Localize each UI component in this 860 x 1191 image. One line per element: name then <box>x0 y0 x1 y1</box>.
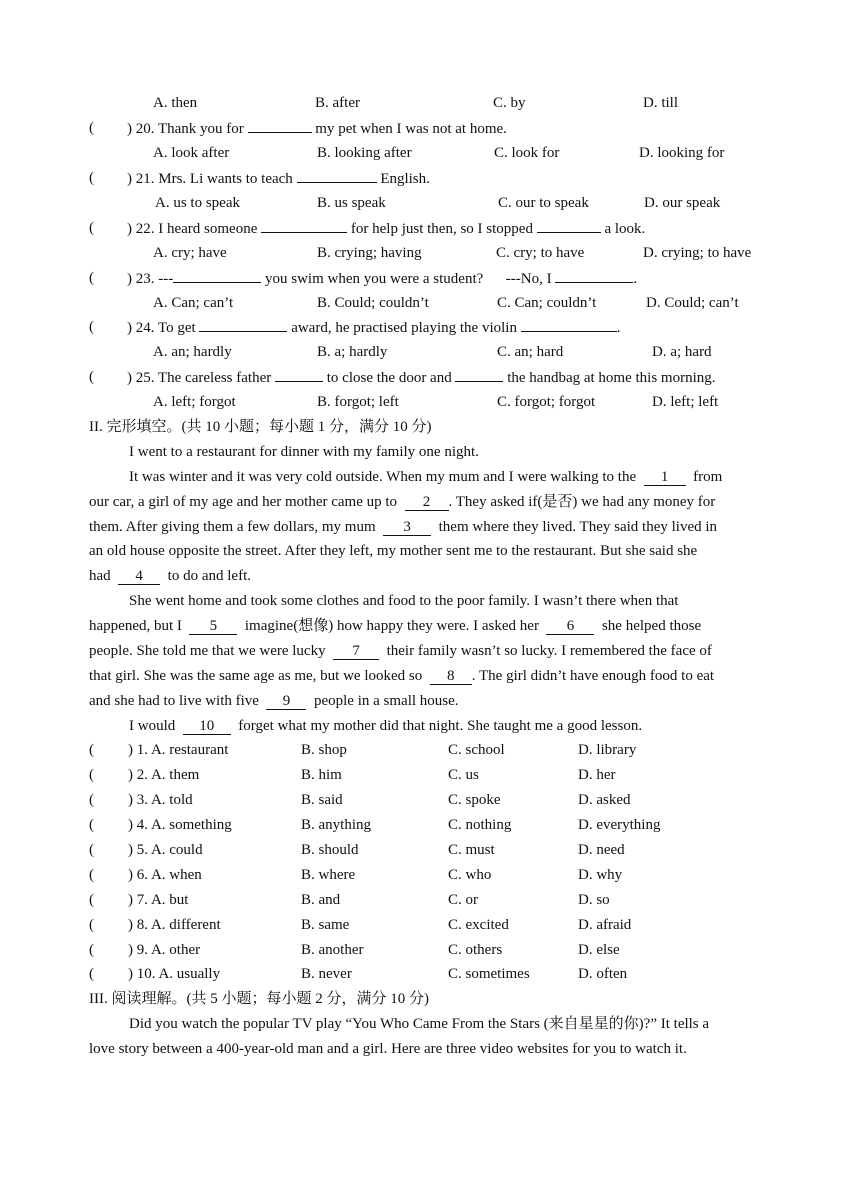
option-b: B. a; hardly <box>317 344 388 360</box>
option-d: D. often <box>578 966 628 982</box>
passage-line: that girl. She was the same age as me, but we looked so 8 . The girl didn’t have enough food to eat <box>89 668 715 684</box>
option-d: D. a; hard <box>652 344 712 360</box>
option-c: C. sometimes <box>448 966 530 982</box>
option-d: D. else <box>578 942 620 958</box>
option-b: B. another <box>301 942 364 958</box>
passage-line: an old house opposite the street. After they left, my mother sent me to the restaurant. But she said she <box>89 543 698 559</box>
option-a: A. look after <box>153 145 230 161</box>
passage-line: people. She told me that we were lucky 7 their family wasn’t so lucky. I remembered the face of <box>89 643 712 659</box>
option-c: C. by <box>493 95 526 111</box>
answer-paren-open: ( <box>89 319 94 335</box>
option-b: B. where <box>301 867 356 883</box>
option-d: D. Could; can’t <box>646 295 739 311</box>
option-b: B. Could; couldn’t <box>317 295 429 311</box>
answer-paren-open: ( <box>89 369 94 385</box>
option-c: C. Can; couldn’t <box>497 295 597 311</box>
option-d: D. left; left <box>652 394 719 410</box>
question-stem: ) 24. To get award, he practised playing the violin . <box>127 317 620 338</box>
option-d: D. crying; to have <box>643 245 752 261</box>
option-c: C. look for <box>494 145 560 161</box>
option-b: B. should <box>301 842 359 858</box>
option-c: C. spoke <box>448 792 501 808</box>
option-b: B. never <box>301 966 352 982</box>
option-c: C. forgot; forgot <box>497 394 596 410</box>
passage-line: I went to a restaurant for dinner with my family one night. <box>129 444 479 460</box>
option-d: D. her <box>578 767 616 783</box>
option-d: D. so <box>578 892 610 908</box>
option-d: D. why <box>578 867 623 883</box>
blank-number: 10 <box>183 718 231 735</box>
option-c: C. our to speak <box>498 195 589 211</box>
question-stem: ) 22. I heard someone for help just then, so I stopped a look. <box>127 218 645 239</box>
question-stem: ) 23. --- you swim when you were a student? ---No, I . <box>127 268 637 289</box>
blank-number: 7 <box>333 643 379 660</box>
option-c: C. cry; to have <box>496 245 585 261</box>
option-d: D. need <box>578 842 625 858</box>
option-b: B. forgot; left <box>317 394 399 410</box>
passage-line: had 4 to do and left. <box>89 568 251 584</box>
passage-line: She went home and took some clothes and food to the poor family. I wasn’t there when that <box>129 593 679 609</box>
blank-number: 6 <box>546 618 594 635</box>
option-d: D. looking for <box>639 145 725 161</box>
option-b: B. same <box>301 917 350 933</box>
option-d: D. afraid <box>578 917 632 933</box>
option-d: D. everything <box>578 817 661 833</box>
passage-line: Did you watch the popular TV play “You Who Came From the Stars (来自星星的你)?” It tells a <box>129 1016 710 1032</box>
option-c: C. others <box>448 942 503 958</box>
answer-paren-open: ( <box>89 120 94 136</box>
option-a: A. us to speak <box>155 195 240 211</box>
blank-number: 2 <box>405 494 449 511</box>
option-b: B. shop <box>301 742 347 758</box>
option-c: C. who <box>448 867 492 883</box>
passage-line: and she had to live with five 9 people in a small house. <box>89 693 459 709</box>
passage-line: It was winter and it was very cold outside. When my mum and I were walking to the 1 from <box>129 469 723 485</box>
cloze-question: ( ) 7. A. but <box>89 892 189 908</box>
question-stem: ) 21. Mrs. Li wants to teach English. <box>127 168 430 189</box>
option-b: B. us speak <box>317 195 386 211</box>
passage-line: love story between a 400-year-old man and a girl. Here are three video websites for you to watch it. <box>89 1041 687 1057</box>
option-c: C. must <box>448 842 495 858</box>
cloze-question: ( ) 6. A. when <box>89 867 202 883</box>
option-c: C. an; hard <box>497 344 564 360</box>
option-d: D. library <box>578 742 637 758</box>
option-c: C. nothing <box>448 817 512 833</box>
option-a: A. cry; have <box>153 245 227 261</box>
blank-number: 9 <box>266 693 306 710</box>
cloze-question: ( ) 8. A. different <box>89 917 221 933</box>
passage-line: I would 10 forget what my mother did that night. She taught me a good lesson. <box>129 718 643 734</box>
passage-line: happened, but I 5 imagine(想像) how happy they were. I asked her 6 she helped those <box>89 618 702 634</box>
option-d: D. till <box>643 95 679 111</box>
option-b: B. and <box>301 892 341 908</box>
option-b: B. anything <box>301 817 371 833</box>
cloze-question: ( ) 10. A. usually <box>89 966 221 982</box>
blank-number: 8 <box>430 668 472 685</box>
cloze-question: ( ) 1. A. restaurant <box>89 742 229 758</box>
section-heading: II. 完形填空。(共 10 小题；每小题 1 分，满分 10 分) <box>89 419 432 435</box>
option-b: B. said <box>301 792 343 808</box>
answer-paren-open: ( <box>89 220 94 236</box>
option-b: B. after <box>315 95 360 111</box>
section-heading: III. 阅读理解。(共 5 小题；每小题 2 分，满分 10 分) <box>89 991 429 1007</box>
option-d: D. asked <box>578 792 631 808</box>
blank-number: 5 <box>189 618 237 635</box>
blank-number: 4 <box>118 568 160 585</box>
option-a: A. an; hardly <box>153 344 232 360</box>
option-d: D. our speak <box>644 195 721 211</box>
option-c: C. or <box>448 892 478 908</box>
cloze-question: ( ) 2. A. them <box>89 767 200 783</box>
option-c: C. excited <box>448 917 509 933</box>
question-stem: ) 25. The careless father to close the door and the handbag at home this morning. <box>127 367 716 388</box>
answer-paren-open: ( <box>89 270 94 286</box>
option-b: B. crying; having <box>317 245 422 261</box>
passage-line: our car, a girl of my age and her mother came up to 2 . They asked if(是否) we had any money for <box>89 494 716 510</box>
cloze-question: ( ) 3. A. told <box>89 792 193 808</box>
question-stem: ) 20. Thank you for my pet when I was not at home. <box>127 118 507 139</box>
option-b: B. him <box>301 767 342 783</box>
option-c: C. school <box>448 742 505 758</box>
blank-number: 3 <box>383 519 431 536</box>
passage-line: them. After giving them a few dollars, my mum 3 them where they lived. They said they lived in <box>89 519 718 535</box>
cloze-question: ( ) 9. A. other <box>89 942 201 958</box>
option-a: A. Can; can’t <box>153 295 234 311</box>
cloze-question: ( ) 5. A. could <box>89 842 203 858</box>
cloze-question: ( ) 4. A. something <box>89 817 232 833</box>
answer-paren-open: ( <box>89 170 94 186</box>
option-a: A. then <box>153 95 198 111</box>
option-a: A. left; forgot <box>153 394 236 410</box>
blank-number: 1 <box>644 469 686 486</box>
option-c: C. us <box>448 767 479 783</box>
option-b: B. looking after <box>317 145 412 161</box>
